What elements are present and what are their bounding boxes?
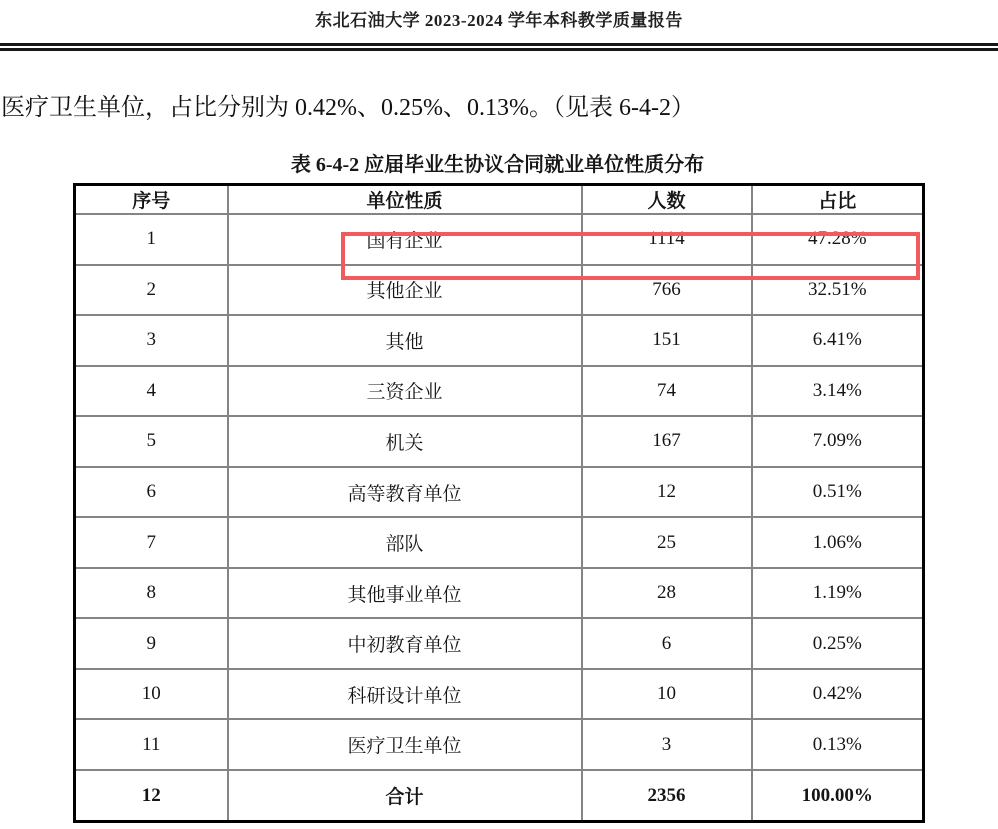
cell-percent: 0.42%	[752, 669, 924, 720]
cell-count: 151	[582, 315, 752, 366]
body-paragraph: 医疗卫生单位，占比分别为 0.42%、0.25%、0.13%。（见表 6-4-2）	[1, 95, 695, 121]
table-row	[75, 517, 924, 568]
table-row	[75, 366, 924, 417]
table-row	[75, 568, 924, 619]
page-header-title: 东北石油大学 2023-2024 学年本科教学质量报告	[315, 11, 683, 30]
cell-count: 10	[582, 669, 752, 720]
cell-seq: 7	[75, 517, 228, 568]
cell-percent: 0.13%	[752, 719, 924, 770]
cell-count: 167	[582, 416, 752, 467]
cell-count: 12	[582, 467, 752, 518]
table-row	[75, 719, 924, 770]
table-row	[75, 467, 924, 518]
cell-unit-type: 国有企业	[228, 214, 582, 265]
table-row	[75, 669, 924, 720]
cell-percent: 3.14%	[752, 366, 924, 417]
cell-percent: 100.00%	[752, 770, 924, 821]
cell-unit-type: 医疗卫生单位	[228, 719, 582, 770]
cell-count: 2356	[582, 770, 752, 821]
cell-count: 6	[582, 618, 752, 669]
cell-count: 25	[582, 517, 752, 568]
cell-seq: 4	[75, 366, 228, 417]
cell-seq: 5	[75, 416, 228, 467]
cell-percent: 1.19%	[752, 568, 924, 619]
cell-seq: 10	[75, 669, 228, 720]
cell-unit-type: 其他事业单位	[228, 568, 582, 619]
cell-seq: 11	[75, 719, 228, 770]
table-row	[75, 416, 924, 467]
col-header-count: 人数	[582, 185, 752, 215]
cell-unit-type: 机关	[228, 416, 582, 467]
table-row	[75, 315, 924, 366]
table-row	[75, 214, 924, 265]
cell-seq: 12	[75, 770, 228, 821]
cell-seq: 3	[75, 315, 228, 366]
cell-unit-type: 科研设计单位	[228, 669, 582, 720]
cell-seq: 8	[75, 568, 228, 619]
col-header-unit-type: 单位性质	[228, 185, 582, 215]
cell-unit-type: 中初教育单位	[228, 618, 582, 669]
table-row	[75, 265, 924, 316]
col-header-seq: 序号	[75, 185, 228, 215]
table-caption: 表 6-4-2 应届毕业生协议合同就业单位性质分布	[290, 154, 705, 176]
table-row	[75, 618, 924, 669]
cell-percent: 0.25%	[752, 618, 924, 669]
cell-unit-type: 其他	[228, 315, 582, 366]
col-header-percent: 占比	[752, 185, 924, 215]
cell-seq: 6	[75, 467, 228, 518]
cell-percent: 1.06%	[752, 517, 924, 568]
cell-unit-type: 三资企业	[228, 366, 582, 417]
cell-seq: 9	[75, 618, 228, 669]
header-divider-rule	[0, 43, 998, 51]
cell-percent: 47.28%	[752, 214, 924, 265]
cell-count: 74	[582, 366, 752, 417]
cell-count: 28	[582, 568, 752, 619]
cell-seq: 2	[75, 265, 228, 316]
cell-percent: 0.51%	[752, 467, 924, 518]
cell-percent: 6.41%	[752, 315, 924, 366]
cell-unit-type: 其他企业	[228, 265, 582, 316]
cell-unit-type: 合计	[228, 770, 582, 821]
table-header-row	[75, 185, 924, 215]
cell-seq: 1	[75, 214, 228, 265]
cell-unit-type: 部队	[228, 517, 582, 568]
employment-table-wrap	[73, 183, 922, 823]
cell-percent: 32.51%	[752, 265, 924, 316]
table-total-row	[75, 770, 924, 821]
employment-table	[73, 183, 925, 823]
cell-count: 1114	[582, 214, 752, 265]
cell-percent: 7.09%	[752, 416, 924, 467]
cell-unit-type: 高等教育单位	[228, 467, 582, 518]
cell-count: 3	[582, 719, 752, 770]
cell-count: 766	[582, 265, 752, 316]
